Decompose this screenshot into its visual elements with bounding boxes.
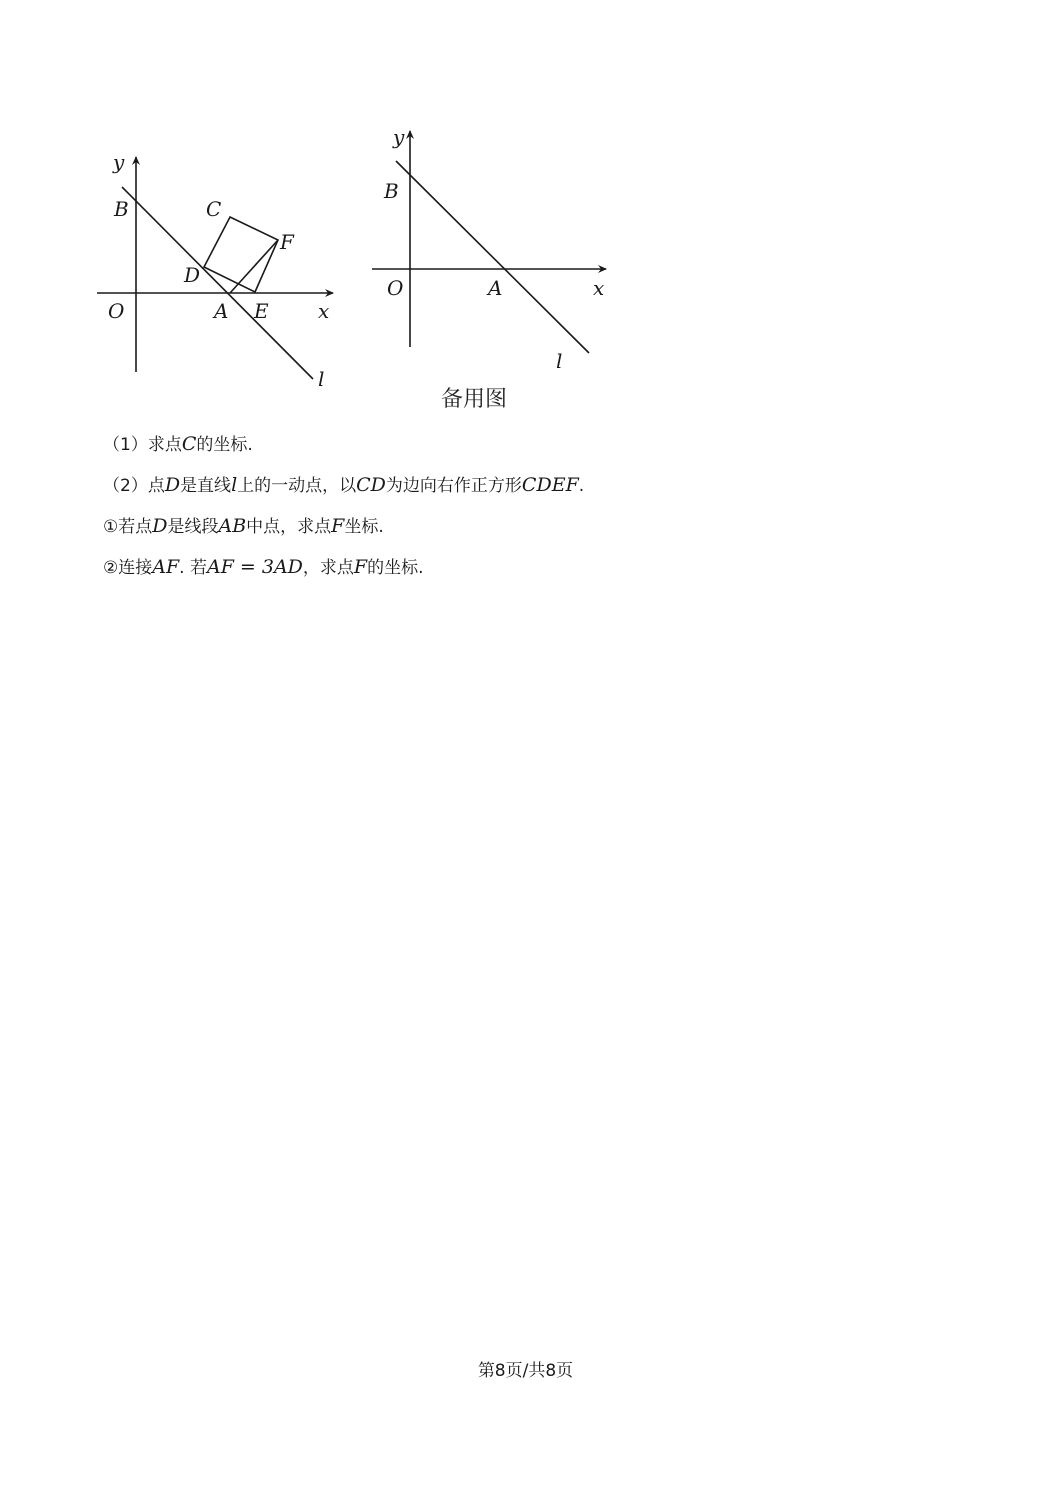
fig1-segment-af bbox=[230, 240, 278, 293]
q2-line-l: l bbox=[231, 474, 238, 496]
q2a-point-d: D bbox=[152, 515, 168, 537]
fig1-label-origin: O bbox=[108, 299, 125, 323]
q1-point-c: C bbox=[181, 433, 197, 455]
page-footer bbox=[0, 1356, 1051, 1381]
q2-mid2: 上的一动点，以 bbox=[237, 476, 357, 496]
q2a-mid2: 中点，求点 bbox=[246, 517, 332, 537]
q2a-prefix: ①若点 bbox=[103, 517, 153, 537]
fig2-label-b: B bbox=[384, 179, 399, 203]
q2-mid1: 是直线 bbox=[180, 476, 232, 496]
question-1 bbox=[103, 434, 253, 456]
fig1-label-a: A bbox=[214, 299, 229, 323]
fig2-caption: 备用图 bbox=[441, 387, 508, 412]
q2b-point-f: F bbox=[353, 556, 368, 578]
q2b-suffix: 的坐标. bbox=[367, 558, 424, 578]
q2b-segment-af: AF bbox=[152, 556, 180, 578]
fig2-label-y: y bbox=[393, 125, 405, 149]
q2b-prefix: ②连接 bbox=[103, 558, 153, 578]
fig2-label-a: A bbox=[488, 276, 503, 300]
question-2b bbox=[103, 557, 424, 579]
geometry-figures bbox=[0, 0, 1051, 430]
fig1-label-b: B bbox=[114, 197, 129, 221]
fig2-label-l: l bbox=[556, 349, 563, 373]
q1-suffix: 的坐标. bbox=[196, 435, 253, 455]
q2b-mid2: ，求点 bbox=[302, 558, 354, 578]
q2-suffix: . bbox=[578, 476, 585, 496]
q2a-mid1: 是线段 bbox=[167, 517, 219, 537]
q2-segment-cd: CD bbox=[356, 474, 386, 496]
q2-square-cdef: CDEF bbox=[521, 474, 579, 496]
q2-point-d: D bbox=[164, 474, 181, 496]
page-number: 第8页/共8页 bbox=[477, 1361, 574, 1381]
fig1-label-d: D bbox=[184, 263, 201, 287]
q2a-segment-ab: AB bbox=[218, 515, 247, 537]
q1-prefix: （1）求点 bbox=[103, 435, 182, 455]
question-2 bbox=[103, 475, 584, 497]
figure-2-spare bbox=[372, 125, 606, 412]
q2b-mid1: . 若 bbox=[179, 558, 207, 578]
fig2-label-x: x bbox=[593, 276, 605, 300]
fig1-label-y: y bbox=[113, 150, 125, 174]
question-2a bbox=[103, 516, 384, 538]
fig2-line-l bbox=[396, 161, 589, 353]
fig2-label-origin: O bbox=[387, 276, 404, 300]
q2-prefix: （2）点 bbox=[103, 476, 165, 496]
q2-mid3: 为边向右作正方形 bbox=[385, 476, 522, 496]
q2a-suffix: 坐标. bbox=[344, 517, 384, 537]
figure-1-main bbox=[97, 150, 333, 391]
fig1-label-f: F bbox=[280, 230, 294, 254]
fig1-label-x: x bbox=[318, 299, 330, 323]
fig1-label-e: E bbox=[254, 299, 269, 323]
q2a-point-f: F bbox=[331, 515, 345, 537]
q2b-equation: AF = 3AD bbox=[206, 556, 303, 578]
fig1-label-c: C bbox=[206, 197, 222, 221]
fig1-label-l: l bbox=[318, 367, 325, 391]
